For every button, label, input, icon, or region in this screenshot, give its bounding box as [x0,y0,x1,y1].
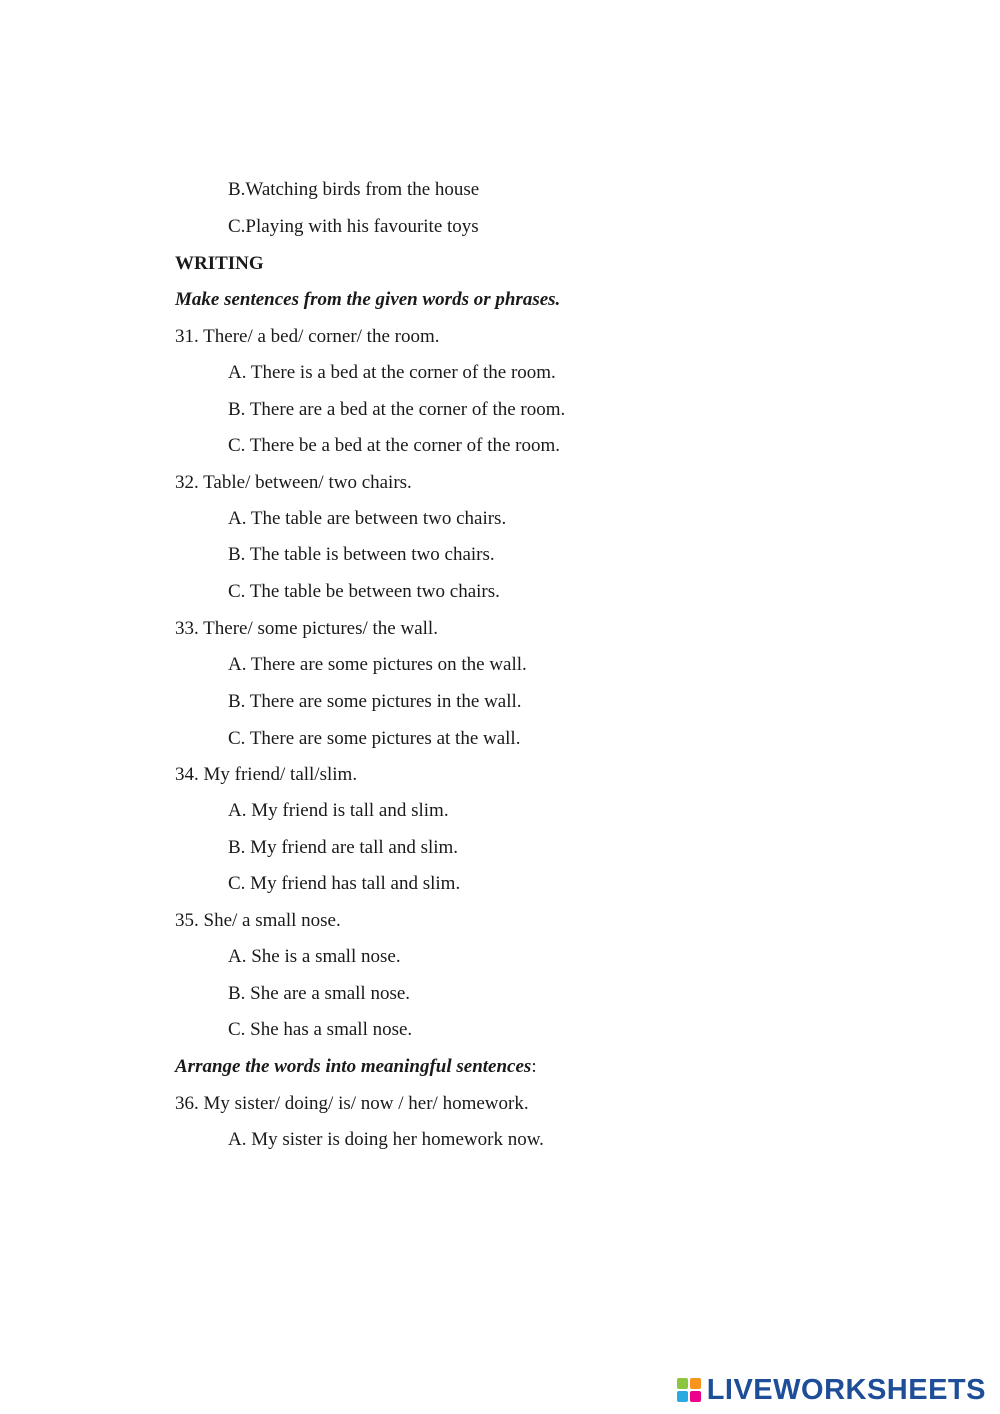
question-35: 35. She/ a small nose. [175,910,341,931]
question-31-option-b: B. There are a bed at the corner of the room. [228,399,566,420]
question-35-option-c: C. She has a small nose. [228,1019,413,1040]
instruction-colon: : [531,1056,537,1077]
question-32: 32. Table/ between/ two chairs. [175,472,412,493]
brand-name: LIVEWORKSHEETS [706,1373,986,1406]
question-31: 31. There/ a bed/ corner/ the room. [175,326,440,347]
liveworksheets-brand [677,1373,986,1407]
option-c-carryover: C.Playing with his favourite toys [228,216,479,237]
liveworksheets-logo-icon [677,1378,701,1402]
question-34-option-c: C. My friend has tall and slim. [228,873,461,894]
question-33: 33. There/ some pictures/ the wall. [175,618,438,639]
question-32-option-a: A. The table are between two chairs. [228,508,507,529]
question-33-option-b: B. There are some pictures in the wall. [228,691,522,712]
question-35-option-b: B. She are a small nose. [228,983,411,1004]
question-33-option-a: A. There are some pictures on the wall. [228,654,527,675]
question-31-option-a: A. There is a bed at the corner of the room. [228,362,556,383]
question-33-option-c: C. There are some pictures at the wall. [228,728,521,749]
instruction-make-sentences: Make sentences from the given words or phrases. [175,289,561,310]
instruction-arrange-words [175,1055,537,1079]
question-36: 36. My sister/ doing/ is/ now / her/ homework. [175,1093,529,1114]
instruction-arrange-words-text: Arrange the words into meaningful sentences [175,1056,532,1077]
question-32-option-c: C. The table be between two chairs. [228,581,500,602]
logo-square-4 [690,1391,701,1402]
question-32-option-b: B. The table is between two chairs. [228,544,495,565]
question-31-option-c: C. There be a bed at the corner of the room. [228,435,561,456]
question-35-option-a: A. She is a small nose. [228,946,401,967]
logo-square-2 [690,1378,701,1389]
question-34-option-a: A. My friend is tall and slim. [228,800,449,821]
question-34-option-b: B. My friend are tall and slim. [228,837,459,858]
logo-square-3 [677,1391,688,1402]
option-b-carryover: B.Watching birds from the house [228,179,480,200]
question-36-option-a: A. My sister is doing her homework now. [228,1129,544,1150]
section-title: WRITING [175,253,264,274]
question-34: 34. My friend/ tall/slim. [175,764,358,785]
logo-square-1 [677,1378,688,1389]
